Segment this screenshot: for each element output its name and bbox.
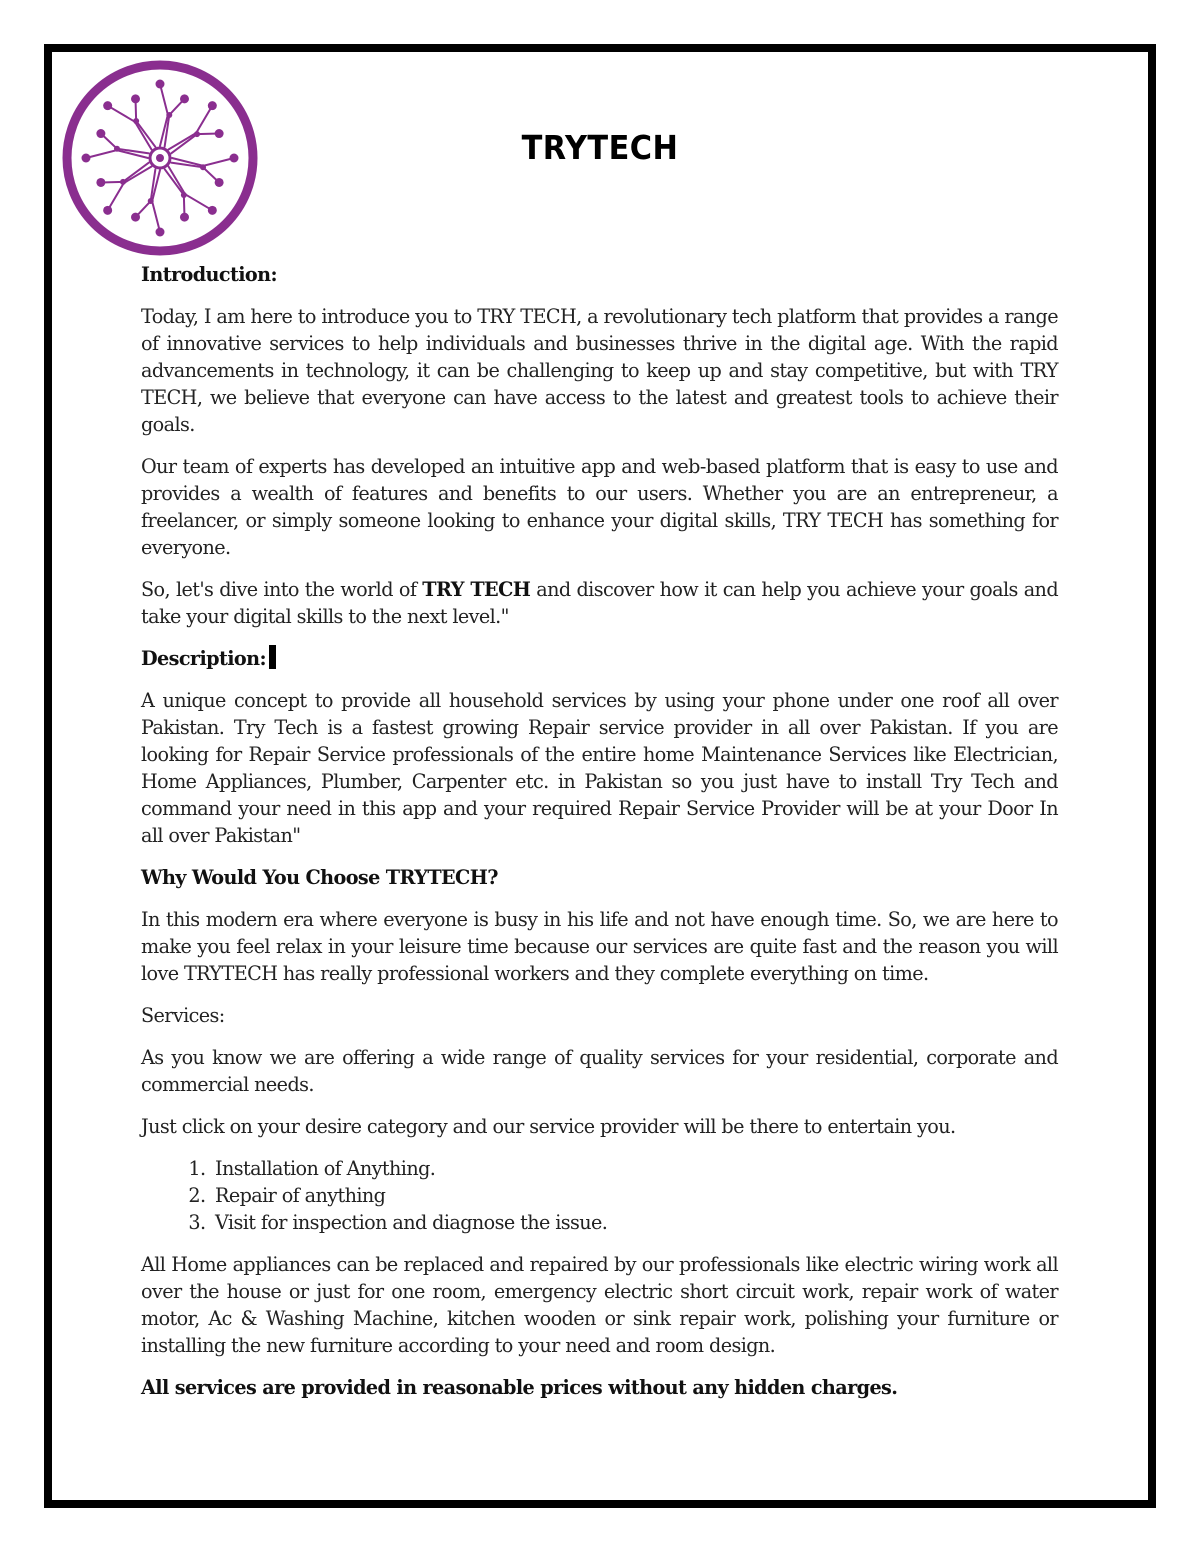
list-item: 1. Installation of Anything. [211,1155,1058,1182]
why-heading: Why Would You Choose TRYTECH? [141,866,498,889]
introduction-heading: Introduction: [141,263,277,286]
description-heading: Description: [141,647,266,670]
list-item: 2. Repair of anything [211,1182,1058,1209]
services-paragraph-3: All Home appliances can be replaced and repaired by our professionals like electric wiring work all over the house or just for one room, emergency electric short circuit work, repair work of water motor, Ac & Washing Machine, kitchen wooden or sink repair work, polishing your furniture or installing the new furniture according to your need and room design. [141,1253,1058,1357]
intro-paragraph-1: Today, I am here to introduce you to TRY TECH, a revolutionary tech platform that provides a range of innovative services to help individuals and businesses thrive in the digital age. With the rapid advancements in technology, it can be challenging to keep up and stay competitive, but with TRY TECH, we believe that everyone can have access to the latest and greatest tools to achieve their goals. [141,305,1058,436]
intro-p3-text-end: and discover how it can help you achieve your goals and take your digital skills to the next level." [141,578,1058,628]
services-label: Services: [141,1004,225,1027]
intro-p3-text-start: So, let's dive into the world of [141,578,423,601]
intro-p3-brand: TRY TECH [422,578,531,601]
text-cursor [269,645,276,669]
description-heading-line [141,645,1058,672]
document-title: TRYTECH [521,128,679,167]
list-item: 3. Visit for inspection and diagnose the issue. [211,1209,1058,1236]
services-paragraph-2: Just click on your desire category and our service provider will be there to entertain you. [141,1115,956,1138]
closing-statement: All services are provided in reasonable prices without any hidden charges. [141,1376,898,1399]
intro-paragraph-3 [141,576,1058,630]
services-list [141,1155,1058,1236]
why-paragraph: In this modern era where everyone is busy in his life and not have enough time. So, we are here to make you feel relax in your leisure time because our services are quite fast and the reason you will love TRYTECH has really professional workers and they complete everything on time. [141,908,1058,985]
description-paragraph: A unique concept to provide all household services by using your phone under one roof all over Pakistan. Try Tech is a fastest growing Repair service provider in all over Pakistan. If you are looking for Repair Service professionals of the entire home Maintenance Services like Electrician, Home Appliances, Plumber, Carpenter etc. in Pakistan so you just have to install Try Tech and command your need in this app and your required Repair Service Provider will be at your Door In all over Pakistan" [141,689,1058,847]
document-body [141,261,1058,1416]
services-paragraph-1: As you know we are offering a wide range of quality services for your residential, corporate and commercial needs. [141,1046,1058,1096]
intro-paragraph-2: Our team of experts has developed an intuitive app and web-based platform that is easy to use and provides a wealth of features and benefits to our users. Whether you are an entrepreneur, a freelancer, or simply someone looking to enhance your digital skills, TRY TECH has something for everyone. [141,455,1058,559]
